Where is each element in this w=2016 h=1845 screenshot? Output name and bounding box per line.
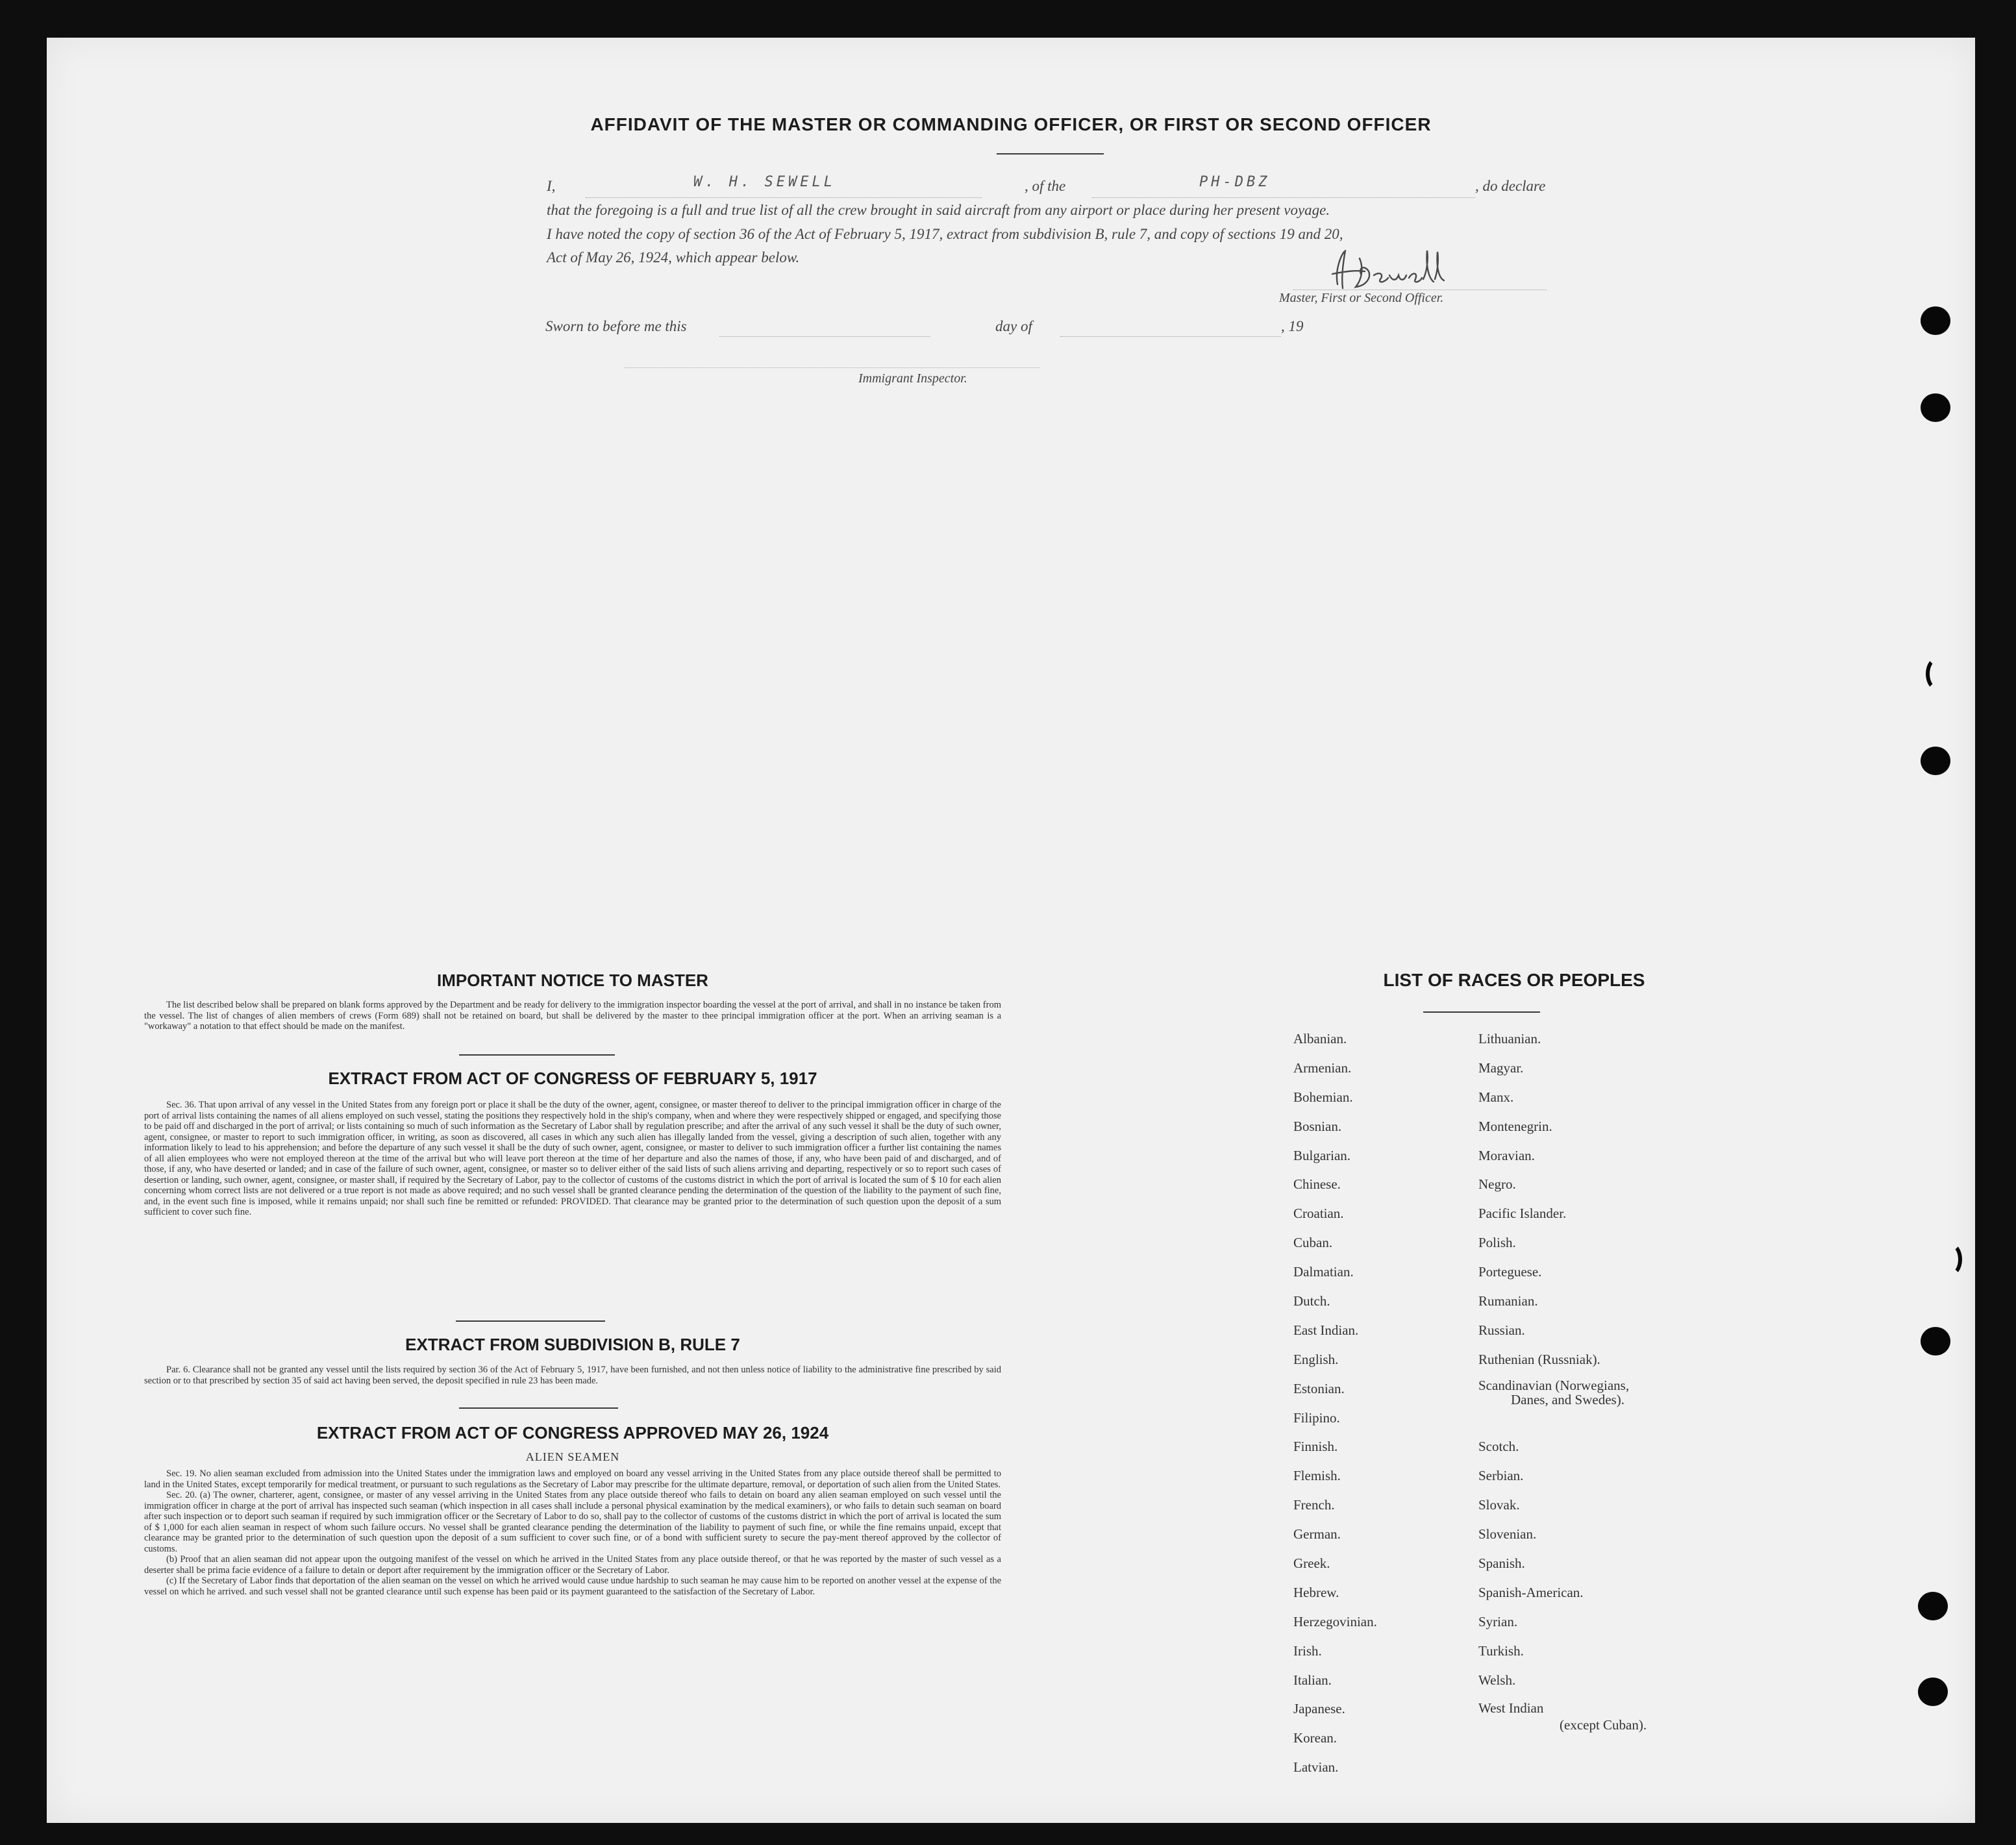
- race-item: Dutch.: [1293, 1293, 1330, 1309]
- aircraft-field: [1092, 178, 1475, 198]
- race-item: Turkish.: [1478, 1642, 1524, 1659]
- race-item: Rumanian.: [1478, 1293, 1538, 1309]
- notice-text: The list described below shall be prepared on blank forms approved by the Department and be ready for delivery to the immigration inspector boarding the vessel at the port of arrival, and shall in no instance be taken from the vessel. The list of changes of alien members of crews (Form 689) shall not be retained on board, but shall be delivered by the master to thee principal immigration officer at the port. When an arriving seaman is a "workaway" a notation to that effect should be made on the manifest.: [144, 1000, 1001, 1032]
- race-item: Magyar.: [1478, 1059, 1524, 1076]
- race-item: Herzegovinian.: [1293, 1613, 1377, 1629]
- notice-title: IMPORTANT NOTICE TO MASTER: [437, 971, 708, 990]
- race-item: Spanish-American.: [1478, 1584, 1584, 1600]
- races-divider: [1423, 1011, 1540, 1013]
- section-19-text: Sec. 19. No alien seaman excluded from admission into the United States under the immigration laws and employed on board any vessel arriving in the United States from any place outside thereof shall be permitted to land in the United States, except temporarily for medical treatment, or pursuant to such regulations as the Secretary of Labor may prescribe for the ultimate departure, removal, or deportation of such alien from the United States.: [144, 1468, 1001, 1490]
- race-item: Italian.: [1293, 1672, 1332, 1688]
- rule-7-divider: [459, 1407, 618, 1409]
- extract-1917-divider: [456, 1320, 605, 1322]
- race-item: West Indian: [1478, 1700, 1544, 1716]
- race-item: Russian.: [1478, 1322, 1525, 1338]
- race-item: Manx.: [1478, 1089, 1514, 1105]
- race-item: Latvian.: [1293, 1759, 1339, 1776]
- binder-hole-partial: [1926, 657, 1949, 691]
- aircraft-registration-handwritten: PH-DBZ: [1199, 174, 1271, 190]
- year-prefix: , 19: [1281, 318, 1304, 334]
- race-item: Moravian.: [1478, 1147, 1535, 1163]
- extract-1924-body: [144, 1468, 1001, 1597]
- race-item: Irish.: [1293, 1642, 1322, 1659]
- race-item: Slovak.: [1478, 1497, 1520, 1513]
- binder-hole-partial: [1939, 1243, 1962, 1276]
- race-item: Greek.: [1293, 1555, 1330, 1572]
- sworn-line: [545, 318, 1325, 341]
- race-item: Estonian.: [1293, 1380, 1345, 1396]
- race-item: Filipino.: [1293, 1409, 1340, 1426]
- race-item: Negro.: [1478, 1176, 1516, 1193]
- signature-caption: Master, First or Second Officer.: [1279, 291, 1444, 305]
- rule-7-title: EXTRACT FROM SUBDIVISION B, RULE 7: [405, 1335, 740, 1354]
- of-the-text: , of the: [1025, 178, 1066, 194]
- race-item: French.: [1293, 1497, 1335, 1513]
- race-item: Scandinavian (Norwegians,: [1478, 1377, 1630, 1393]
- race-item: English.: [1293, 1351, 1339, 1367]
- rule-7-text: Par. 6. Clearance shall not be granted any vessel until the lists required by section 36 of the Act of February 5, 1917, have been furnished, and not then unless notice of liability to the administrative fine prescribed by said section or to that prescribed by section 35 of said act having been served, the deposit specified in rule 23 has been made.: [144, 1365, 1001, 1386]
- race-item: Polish.: [1478, 1235, 1516, 1251]
- race-item: Bulgarian.: [1293, 1147, 1351, 1163]
- race-item: Porteguese.: [1478, 1264, 1542, 1280]
- races-title: LIST OF RACES OR PEOPLES: [1383, 970, 1645, 990]
- section-20a-text: Sec. 20. (a) The owner, charterer, agent, consignee, or master of any vessel arriving in the United States from any place outside thereof who fails to detain on board any alien seaman employed on such vessel until the immigration officer in charge at the port of arrival has inspected such seaman (which inspection in all cases shall include a personal physical examination by the medical examiners), or who fails to detain such seaman on board after such inspection or to deport such seaman if required by such immigration officer or the Secretary of Labor to do so, shall pay to the collector of customs of the customs district in which the port of arrival is located the sum of $ 1,000 for each alien seaman in respect of whom such failure occurs. No vessel shall be granted clearance pending the determination of the liability to payment of such fine, or while the fine remains unpaid, except that clearance may be granted prior to the determination of such question upon the deposit of a sum sufficient to cover such fine, or of a bond with sufficient surety to secure the pay-ment thereof approved by the collector of customs.: [144, 1490, 1001, 1554]
- race-item: Finnish.: [1293, 1439, 1338, 1455]
- race-item: German.: [1293, 1526, 1341, 1542]
- binder-hole: [1921, 393, 1950, 422]
- declaration-line-3: I have noted the copy of section 36 of the Act of February 5, 1917, extract from subdivision B, rule 7, and copy of sections 19 and 20,: [547, 226, 1343, 242]
- sworn-prefix: Sworn to before me this: [545, 318, 687, 334]
- race-item: Spanish.: [1478, 1555, 1525, 1572]
- declaration-line-1: [547, 174, 1573, 204]
- race-item: Syrian.: [1478, 1613, 1518, 1629]
- race-item: Japanese.: [1293, 1701, 1345, 1717]
- officer-name-handwritten: W. H. SEWELL: [693, 174, 836, 190]
- extract-1917-title: EXTRACT FROM ACT OF CONGRESS OF FEBRUARY 5, 1917: [328, 1069, 817, 1088]
- race-item: Armenian.: [1293, 1059, 1352, 1076]
- sworn-month-field: [1060, 318, 1281, 337]
- race-item: Korean.: [1293, 1730, 1338, 1746]
- race-item: Montenegrin.: [1478, 1118, 1552, 1134]
- affidavit-title: AFFIDAVIT OF THE MASTER OR COMMANDING OFFICER, OR FIRST OR SECOND OFFICER: [590, 114, 1432, 134]
- race-item: Croatian.: [1293, 1206, 1344, 1222]
- race-item: Chinese.: [1293, 1176, 1341, 1193]
- race-item: Flemish.: [1293, 1468, 1341, 1484]
- extract-1924-title: EXTRACT FROM ACT OF CONGRESS APPROVED MAY 26, 1924: [316, 1423, 829, 1443]
- day-of-text: day of: [995, 318, 1032, 334]
- extract-1917-text: Sec. 36. That upon arrival of any vessel in the United States from any foreign port or place it shall be the duty of the owner, agent, consignee, or master thereof to deliver to the principal immigration officer in charge of the port of arrival lists containing the names of all aliens employed on such vessel, stating the positions they respectively hold in the ship's company, when and where they were respectively shipped or engaged, and specifying those to be paid off and discharged in the port of arrival; or lists containing so much of such information as the Secretary of Labor shall by regulation prescribe; and after the arrival of any such vessel it shall be the duty of such owner, agent, consignee, or master to report to such immigration officer, in writing, as soon as discovered, all cases in which any such alien has illegally landed from the vessel, giving a description of such alien, together with any information likely to lead to his apprehension; and before the departure of any such vessel it shall be the duty of such owner, agent, consignee, or master to deliver to such immigration officer a further list containing the names of all alien employees who were not employed thereon at the time of the arrival but who will leave port thereon at the time of her departure and also the names of those, if any, who have been paid of and discharged, and of those, if any, who have deserted or landed; and in case of the failure of such owner, agent, consignee, or master so to deliver either of the said lists of such aliens arriving and departing, respectively or so to report such cases of desertion or landing, such owner, agent, consignee, or master shall, if required by the Secretary of Labor, pay to the collector of customs of the customs district in which the port of arrival is located the sum of $ 10 for each alien concerning whom correct lists are not delivered or a true report is not made as above required; and no such vessel shall be granted clearance pending the determination of the question of the liability to the payment of such fine, and, in the event such fine is imposed, while it remains unpaid; nor shall such fine be remitted or refunded: PROVIDED. That clearance may be granted prior to the determination of such question upon the deposit of a sum sufficient to cover such fine.: [144, 1100, 1001, 1217]
- binder-hole: [1918, 1678, 1948, 1706]
- sworn-date-field: [719, 318, 930, 337]
- race-item: Slovenian.: [1478, 1526, 1537, 1542]
- race-item: (except Cuban).: [1560, 1716, 1647, 1733]
- race-item: East Indian.: [1293, 1322, 1359, 1338]
- declaration-line-2: that the foregoing is a full and true list of all the crew brought in said aircraft from any airport or place during her present voyage.: [547, 202, 1330, 218]
- race-item: Bohemian.: [1293, 1089, 1353, 1105]
- document-page: [47, 38, 1975, 1823]
- races-left-column: [1293, 1024, 1377, 1782]
- race-item: Bosnian.: [1293, 1118, 1342, 1134]
- race-item: Cuban.: [1293, 1235, 1333, 1251]
- alien-seamen-subtitle: ALIEN SEAMEN: [525, 1450, 620, 1463]
- race-item: Scotch.: [1478, 1439, 1519, 1455]
- binder-hole: [1918, 1592, 1948, 1620]
- section-20b-text: (b) Proof that an alien seaman did not appear upon the outgoing manifest of the vessel on which he arrived in the United States from any place outside thereof, or that he was reported by the master of such vessel as a deserter shall be prima facie evidence of a failure to detain or deport after requirement by the immigration officer or the Secretary of Labor.: [144, 1554, 1001, 1576]
- binder-hole: [1921, 306, 1950, 335]
- declaration-line-4: Act of May 26, 1924, which appear below.: [547, 249, 800, 266]
- title-divider: [997, 153, 1104, 155]
- race-item: Albanian.: [1293, 1031, 1347, 1046]
- race-item: Lithuanian.: [1478, 1031, 1541, 1046]
- races-right-column: [1478, 1024, 1647, 1738]
- race-item: Pacific Islander.: [1478, 1206, 1567, 1222]
- inspector-caption: Immigrant Inspector.: [858, 371, 967, 386]
- race-item: Serbian.: [1478, 1468, 1524, 1484]
- pronoun-i: I,: [547, 178, 556, 194]
- binder-hole: [1921, 1327, 1950, 1356]
- inspector-signature-line: [625, 367, 1040, 368]
- notice-divider: [459, 1054, 615, 1056]
- race-item: Hebrew.: [1293, 1584, 1339, 1600]
- do-declare-text: , do declare: [1475, 178, 1546, 194]
- section-20c-text: (c) If the Secretary of Labor finds that deportation of the alien seaman on the vessel on which he arrived would cause undue hardship to such seaman he may cause him to be reported on another vessel at the expense of the vessel on which he arrived. and such vessel shall not be granted clearance until such expense has been paid or its payment guaranteed to the satisfaction of the Secretary of Labor.: [144, 1576, 1001, 1597]
- race-item: Danes, and Swedes).: [1511, 1391, 1624, 1407]
- race-item: Welsh.: [1478, 1672, 1516, 1688]
- race-item: Ruthenian (Russniak).: [1478, 1351, 1600, 1367]
- binder-hole: [1921, 747, 1950, 775]
- race-item: Dalmatian.: [1293, 1264, 1354, 1280]
